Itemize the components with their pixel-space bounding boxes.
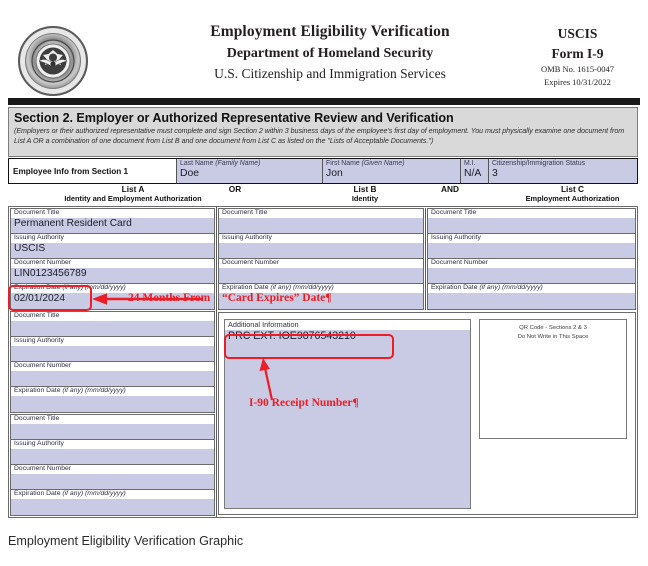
list-b-title: List B xyxy=(353,184,377,194)
field-label: Document Number xyxy=(14,465,74,473)
form-number: Form I-9 xyxy=(551,45,604,61)
list-a-1-issuing-authority-field[interactable] xyxy=(11,234,214,259)
list-a-2-document-number-field[interactable] xyxy=(11,362,214,387)
list-a-document-block xyxy=(10,414,215,516)
list-c-subtitle: Employment Authorization xyxy=(525,193,620,203)
list-a-title: List A xyxy=(121,184,145,194)
list-a-2-document-title-field[interactable] xyxy=(11,312,214,337)
field-label: Document Title xyxy=(14,415,62,423)
list-c-document-title-field[interactable] xyxy=(428,209,635,234)
field-label: Document Title xyxy=(14,312,62,320)
list-a-2-issuing-authority-field[interactable] xyxy=(11,337,214,362)
omb-number: OMB No. 1615-0047 xyxy=(541,64,614,75)
uscis-block xyxy=(515,24,640,89)
section2-heading: Section 2. Employer or Authorized Representative Review and Verification xyxy=(14,111,454,125)
list-c-header xyxy=(505,185,640,204)
employee-citizenship-status-value: 3 xyxy=(492,167,498,179)
qr-code-line2: Do Not Write in This Space xyxy=(517,333,589,340)
field-label: Expiration Date (if any) (mm/dd/yyyy) xyxy=(431,284,546,292)
dhs-seal-icon xyxy=(18,26,88,96)
list-bc-column xyxy=(217,207,637,517)
list-c-document-number-field[interactable] xyxy=(428,259,635,284)
field-label: Issuing Authority xyxy=(14,337,67,345)
form-title-block xyxy=(150,22,510,84)
employee-first-name-cell[interactable] xyxy=(323,159,461,183)
employee-last-name-value: Doe xyxy=(180,167,200,179)
additional-information-area xyxy=(218,312,636,515)
employee-info-row xyxy=(8,158,638,184)
form-body xyxy=(8,206,638,518)
additional-information-label: Additional Information xyxy=(228,320,439,329)
agency-name: USCIS xyxy=(557,26,598,41)
field-label: Expiration Date (if any) (mm/dd/yyyy) xyxy=(14,490,129,498)
annotation-text-expiration-2: “Card Expires” Date¶ xyxy=(222,292,332,304)
list-b-document-title-field[interactable] xyxy=(219,209,423,234)
list-a-3-issuing-authority-field[interactable] xyxy=(11,440,214,465)
employee-first-name-value: Jon xyxy=(326,167,343,179)
qr-code-line1: QR Code - Sections 2 & 3 xyxy=(519,325,587,331)
form-title-line3: U.S. Citizenship and Immigration Services xyxy=(214,65,446,81)
list-c-block xyxy=(426,208,636,310)
field-label: Document Title xyxy=(222,209,270,217)
form-expiration: Expires 10/31/2022 xyxy=(544,77,611,88)
field-label: Document Title xyxy=(431,209,479,217)
list-a-1-document-title-value: Permanent Resident Card xyxy=(14,218,132,229)
employee-last-name-cell[interactable] xyxy=(177,159,323,183)
figure-caption: Employment Eligibility Verification Graphic xyxy=(8,534,244,548)
list-a-column xyxy=(9,207,217,517)
employee-first-name-caption: First Name (Given Name) xyxy=(326,160,405,167)
list-c-issuing-authority-field[interactable] xyxy=(428,234,635,259)
header-divider-bar xyxy=(8,98,640,105)
employee-last-name-caption: Last Name (Family Name) xyxy=(180,160,261,167)
list-c-title: List C xyxy=(560,184,585,194)
list-a-1-document-number-value: LIN0123456789 xyxy=(14,268,87,279)
list-or-separator: OR xyxy=(228,184,242,194)
annotation-text-receipt-number: I-90 Receipt Number¶ xyxy=(249,397,359,409)
field-label: Issuing Authority xyxy=(222,234,275,242)
form-title-line2: Department of Homeland Security xyxy=(226,45,434,61)
employee-citizenship-status-cell[interactable] xyxy=(489,159,637,183)
field-label: Document Title xyxy=(14,209,62,217)
section2-instructions: (Employers or their authorized representative must complete and sign Section 2 within 3 business days of the employee's first day of employment. You must physically examine one document from List A OR a combination of one document from List B and one document from List C as listed on the "Lists of Acceptable Documents.") xyxy=(14,127,625,146)
list-c-expiration-date-field[interactable] xyxy=(428,284,635,309)
list-a-1-document-title-field[interactable] xyxy=(11,209,214,234)
employee-citizenship-status-caption: Citizenship/Immigration Status xyxy=(492,160,586,167)
list-a-1-document-number-field[interactable] xyxy=(11,259,214,284)
annotation-text-expiration-1: 24 Months From xyxy=(128,292,211,304)
list-a-3-document-number-field[interactable] xyxy=(11,465,214,490)
list-and-separator: AND xyxy=(441,184,459,194)
field-label: Issuing Authority xyxy=(14,440,67,448)
field-label: Expiration Date (if any) (mm/dd/yyyy) xyxy=(14,387,129,395)
employee-middle-initial-cell[interactable] xyxy=(461,159,489,183)
list-a-2-expiration-date-field[interactable] xyxy=(11,387,214,412)
field-label: Issuing Authority xyxy=(431,234,484,242)
list-a-3-document-title-field[interactable] xyxy=(11,415,214,440)
list-a-subtitle: Identity and Employment Authorization xyxy=(64,193,202,203)
list-b-document-number-field[interactable] xyxy=(219,259,423,284)
list-a-document-block xyxy=(10,311,215,413)
field-label: Document Number xyxy=(431,259,491,267)
list-b-header xyxy=(310,185,420,204)
form-title-line1: Employment Eligibility Verification xyxy=(210,23,450,40)
field-label: Document Number xyxy=(14,259,74,267)
field-label: Issuing Authority xyxy=(14,234,67,242)
additional-information-field[interactable] xyxy=(224,319,471,509)
list-a-1-expiration-date-value: 02/01/2024 xyxy=(14,293,65,304)
qr-code-placeholder xyxy=(479,319,627,439)
list-a-1-issuing-authority-value: USCIS xyxy=(14,243,46,254)
employee-middle-initial-value: N/A xyxy=(464,167,482,179)
section2-banner xyxy=(8,107,638,157)
field-label: Expiration Date (if any) (mm/dd/yyyy) xyxy=(222,284,337,292)
list-b-issuing-authority-field[interactable] xyxy=(219,234,423,259)
form-header xyxy=(0,22,648,100)
list-c-document-block xyxy=(427,208,636,310)
field-label: Expiration Date (if any) (mm/dd/yyyy) xyxy=(14,284,129,292)
employee-middle-initial-caption: M.I. xyxy=(464,160,476,167)
field-label: Document Number xyxy=(222,259,282,267)
field-label: Document Number xyxy=(14,362,74,370)
additional-information-value: PRC EXT. IOE9876543210 xyxy=(228,330,356,342)
list-b-subtitle: Identity xyxy=(351,193,379,203)
list-a-3-expiration-date-field[interactable] xyxy=(11,490,214,515)
list-column-headers xyxy=(0,185,648,205)
employee-info-label: Employee Info from Section 1 xyxy=(9,159,177,183)
